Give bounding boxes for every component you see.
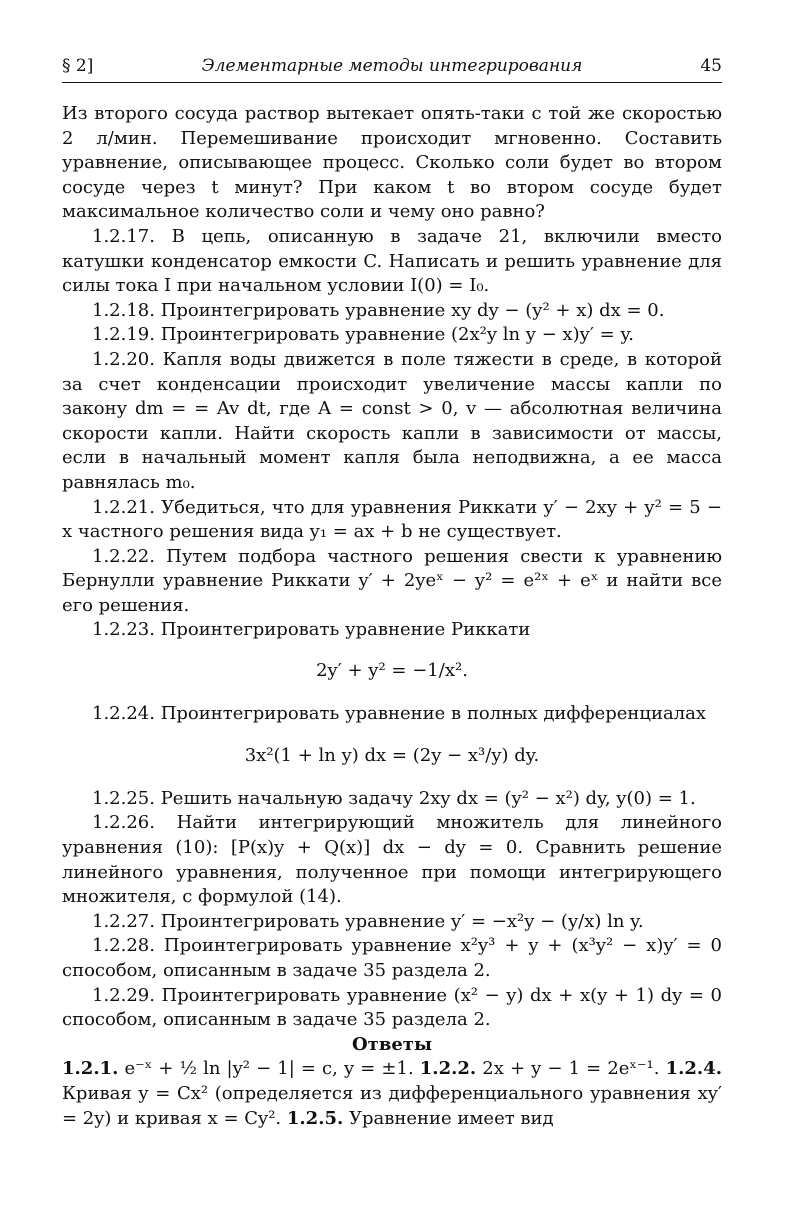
problem-1-2-25: 1.2.25. Решить начальную задачу 2xy dx = (y² − x²) dy, y(0) = 1. bbox=[92, 787, 696, 809]
answer-1-2-1-number: 1.2.1. bbox=[62, 1058, 119, 1080]
problem-1-2-28: 1.2.28. Проинтегрировать уравнение x²y³ + y + (x³y² − x)y′ = 0 способом, описанным в задаче 35 раздела 2. bbox=[62, 935, 722, 981]
problem-1-2-29: 1.2.29. Проинтегрировать уравнение (x² − y) dx + x(y + 1) dy = 0 способом, описанным в задаче 35 раздела 2. bbox=[62, 984, 722, 1031]
answer-1-2-5-text: Уравнение имеет вид bbox=[349, 1107, 554, 1129]
section-marker: § 2] bbox=[62, 56, 94, 76]
running-title: Элементарные методы интегрирования bbox=[201, 56, 583, 76]
answer-1-2-2-text: 2x + y − 1 = 2eˣ⁻¹. bbox=[482, 1058, 660, 1080]
problem-1-2-27: 1.2.27. Проинтегрировать уравнение y′ = −x²y − (y/x) ln y. bbox=[92, 910, 644, 932]
page-body bbox=[62, 102, 722, 1131]
problem-1-2-19: 1.2.19. Проинтегрировать уравнение (2x²y ln y − x)y′ = y. bbox=[92, 324, 634, 346]
answer-1-2-2-number: 1.2.2. bbox=[419, 1058, 477, 1080]
answers-heading: Ответы bbox=[352, 1033, 432, 1055]
running-header bbox=[62, 56, 722, 83]
problem-1-2-22: 1.2.22. Путем подбора частного решения свести к уравнению Бернулли уравнение Риккати y′ + 2yeˣ − y² = e²ˣ + eˣ и найти все его решения. bbox=[62, 545, 722, 616]
problem-1-2-21: 1.2.21. Убедиться, что для уравнения Риккати y′ − 2xy + y² = 5 − x частного решения вида y₁ = ax + b не существует. bbox=[62, 496, 722, 543]
problem-1-2-24: 1.2.24. Проинтегрировать уравнение в полных дифференциалах bbox=[92, 702, 707, 724]
problem-1-2-23: 1.2.23. Проинтегрировать уравнение Риккати bbox=[92, 619, 531, 641]
paragraph-problem-16-cont: Из второго сосуда раствор вытекает опять-таки с той же скоростью 2 л/мин. Перемешивание происходит мгновенно. Составить уравнение, описывающее процесс. Сколько соли будет во втором сосуде через t минут? При каком t во втором сосуде будет максимальное количество соли и чему оно равно? bbox=[62, 103, 722, 223]
problem-1-2-26: 1.2.26. Найти интегрирующий множитель для линейного уравнения (10): [P(x)y + Q(x)] dx − dy = 0. Сравнить решение линейного уравнения, полученное при помощи интегрирующего множителя, с формулой (14). bbox=[62, 812, 722, 908]
problem-1-2-17: 1.2.17. В цепь, описанную в задаче 21, включили вместо катушки конденсатор емкости C. Написать и решить уравнение для силы тока I при начальном условии I(0) = I₀. bbox=[62, 225, 722, 297]
problem-1-2-20: 1.2.20. Капля воды движется в поле тяжести в среде, в которой за счет конденсации происходит увеличение массы капли по закону dm = = Av dt, где A = const > 0, v — абсолютная величина скорости капли. Найти скорость капли в зависимости от массы, если в начальный момент капля была неподвижна, а ее масса равнялась m₀. bbox=[62, 348, 722, 493]
answer-1-2-1-text: e⁻ˣ + ½ ln |y² − 1| = c, y = ±1. bbox=[124, 1058, 414, 1080]
page-number: 45 bbox=[700, 56, 722, 76]
formula-exact-differential: 3x²(1 + ln y) dx = (2y − x³/y) dy. bbox=[244, 745, 540, 767]
problem-1-2-18: 1.2.18. Проинтегрировать уравнение xy dy − (y² + x) dx = 0. bbox=[92, 299, 665, 321]
answer-1-2-4-number: 1.2.4. bbox=[665, 1058, 722, 1080]
answer-1-2-5-number: 1.2.5. bbox=[286, 1107, 344, 1129]
answer-1-2-4-text: Кривая y = Cx² (определяется из дифференциального уравнения xy′ = 2y) и кривая x = Cy². bbox=[62, 1082, 722, 1129]
answers-paragraph bbox=[62, 1057, 722, 1131]
formula-riccati: 2y′ + y² = −1/x². bbox=[316, 660, 468, 682]
